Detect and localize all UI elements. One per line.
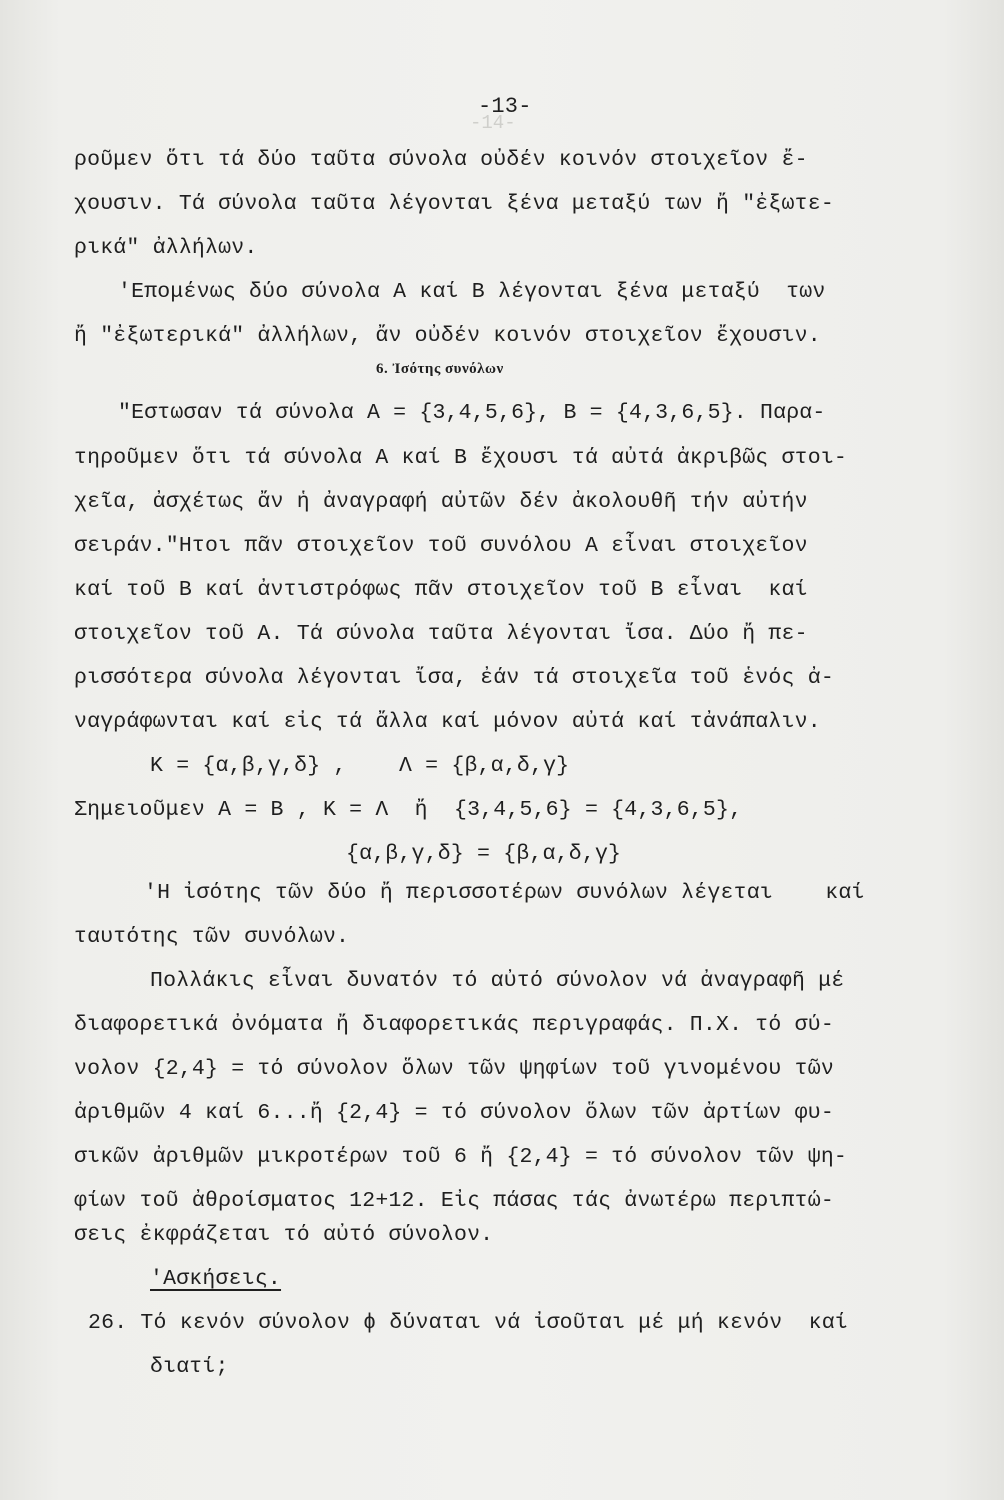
text-line-20: διαφορετικά ὀνόματα ἤ διαφορετικάς περιγραφάς. Π.Χ. τό σύ- bbox=[74, 1013, 834, 1037]
exercise-26-line-1: 26. Τό κενόν σύνολον ɸ δύναται νά ἰσοῦται μέ μή κενόν καί bbox=[88, 1311, 848, 1335]
text-line-6: "Εστωσαν τά σύνολα Α = {3,4,5,6}, Β = {4,3,6,5}. Παρα- bbox=[118, 401, 826, 425]
equality-notation-line-2: {α,β,γ,δ} = {β,α,δ,γ} bbox=[346, 842, 622, 866]
text-line-22: ἀριθμῶν 4 καί 6...ἤ {2,4} = τό σύνολον ὅλων τῶν ἀρτίων φυ- bbox=[74, 1101, 834, 1125]
text-line-23: σικῶν ἀριθμῶν μικροτέρων τοῦ 6 ἤ {2,4} = τό σύνολον τῶν ψη- bbox=[74, 1145, 848, 1169]
set-example-k-lambda: Κ = {α,β,γ,δ} , Λ = {β,α,δ,γ} bbox=[150, 754, 570, 778]
text-line-13: ναγράφωνται καί εἰς τά ἄλλα καί μόνον αὐτά καί τἀνάπαλιν. bbox=[74, 710, 821, 734]
text-line-10: καί τοῦ Β καί ἀντιστρόφως πᾶν στοιχεῖον τοῦ Β εἶναι καί bbox=[74, 578, 808, 602]
text-line-4: 'Επομένως δύο σύνολα Α καί Β λέγονται ξένα μεταξύ των bbox=[118, 280, 826, 304]
text-line-9: σειράν."Ητοι πᾶν στοιχεῖον τοῦ συνόλου Α εἶναι στοιχεῖον bbox=[74, 534, 808, 558]
text-line-3: ρικά" ἀλλήλων. bbox=[74, 236, 258, 260]
text-line-19: Πολλάκις εἶναι δυνατόν τό αὐτό σύνολον νά ἀναγραφῆ μέ bbox=[150, 969, 845, 993]
bleed-through-text: -14- bbox=[470, 112, 516, 134]
text-line-5: ἤ "ἐξωτερικά" ἀλλήλων, ἄν οὐδέν κοινόν στοιχεῖον ἔχουσιν. bbox=[74, 324, 821, 348]
text-line-1: ροῦμεν ὅτι τά δύο ταῦτα σύνολα οὐδέν κοινόν στοιχεῖον ἔ- bbox=[74, 148, 808, 172]
text-line-2: χουσιν. Τά σύνολα ταῦτα λέγονται ξένα μεταξύ των ἤ "ἐξωτε- bbox=[74, 192, 834, 216]
exercise-26-line-2: διατί; bbox=[150, 1355, 229, 1379]
text-line-8: χεῖα, ἀσχέτως ἄν ἡ ἀναγραφή αὐτῶν δέν ἀκολουθῆ τήν αὐτήν bbox=[74, 490, 808, 514]
text-line-24: φίων τοῦ ἀθροίσματος 12+12. Εἰς πάσας τάς ἀνωτέρω περιπτώ- bbox=[74, 1189, 834, 1213]
exercises-heading: 'Ασκήσεις. bbox=[150, 1267, 282, 1291]
text-line-17: 'Η ἰσότης τῶν δύο ἤ περισσοτέρων συνόλων λέγεται καί bbox=[144, 881, 865, 905]
text-line-21: νολον {2,4} = τό σύνολον ὅλων τῶν ψηφίων τοῦ γινομένου τῶν bbox=[74, 1057, 834, 1081]
section-heading: 6. Ἰσότης συνόλων bbox=[376, 361, 504, 377]
equality-notation-line: Σημειοῦμεν Α = Β , Κ = Λ ἤ {3,4,5,6} = {4,3,6,5}, bbox=[74, 798, 743, 822]
text-line-11: στοιχεῖον τοῦ Α. Τά σύνολα ταῦτα λέγονται ἴσα. Δύο ἤ πε- bbox=[74, 622, 808, 646]
text-line-25: σεις ἐκφράζεται τό αὐτό σύνολον. bbox=[74, 1223, 494, 1247]
text-line-18: ταυτότης τῶν συνόλων. bbox=[74, 925, 350, 949]
text-line-12: ρισσότερα σύνολα λέγονται ἴσα, ἐάν τά στοιχεῖα τοῦ ἑνός ἀ- bbox=[74, 666, 834, 690]
text-line-7: τηροῦμεν ὅτι τά σύνολα Α καί Β ἔχουσι τά αὐτά ἀκριβῶς στοι- bbox=[74, 446, 848, 470]
page-number: -13- bbox=[478, 94, 532, 119]
